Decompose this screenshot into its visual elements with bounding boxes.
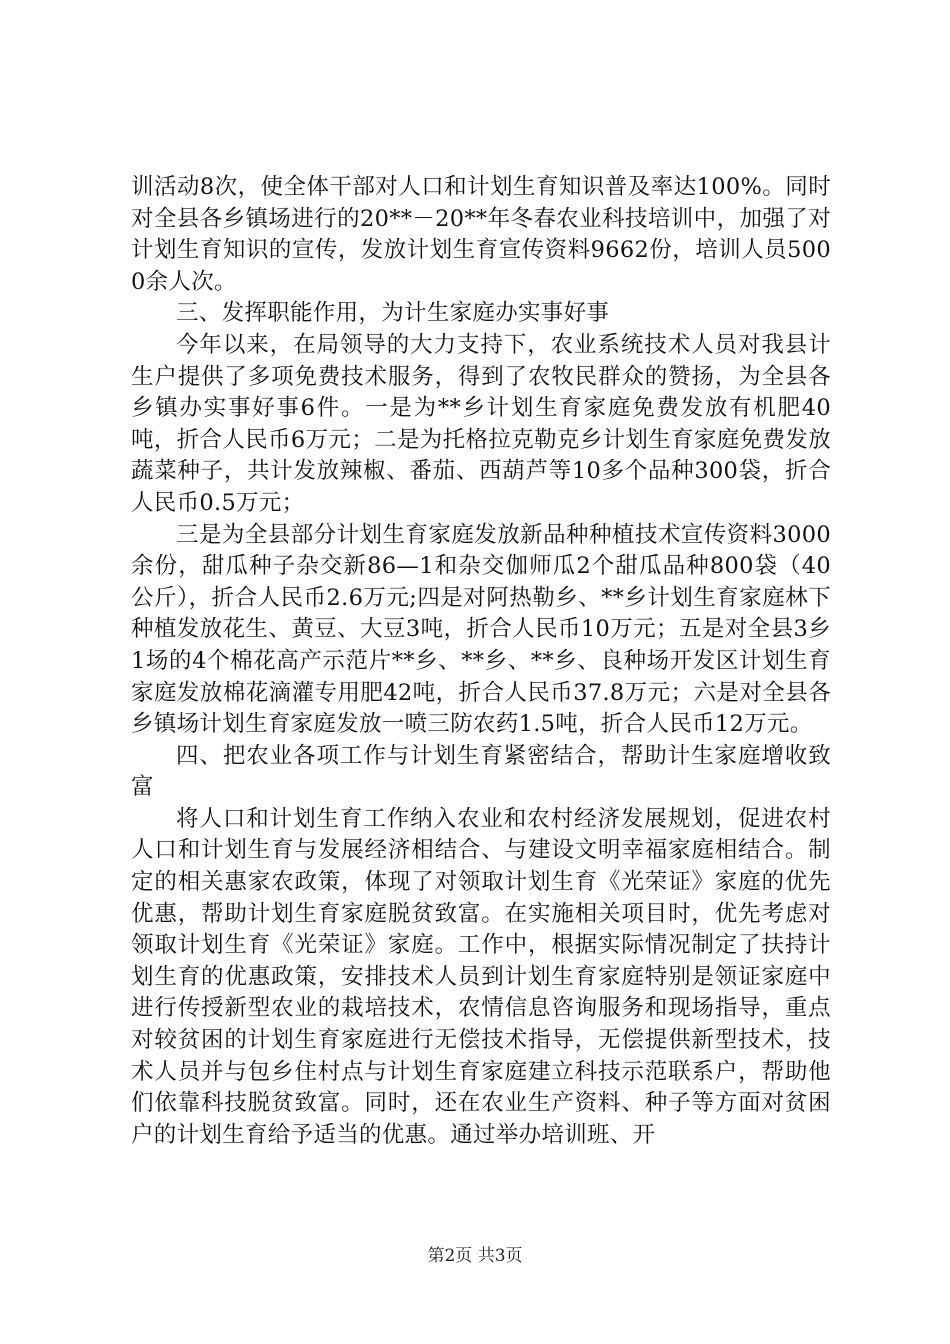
page-number-footer: 第2页 共3页: [427, 1246, 523, 1266]
paragraph: 三是为全县部分计划生育家庭发放新品种种植技术宣传资料3000余份，甜瓜种子杂交新86—1和杂交伽师瓜2个甜瓜品种800袋（40公斤），折合人民币2.6万元;四是对阿热勒乡、**乡计划生育家庭林下种植发放花生、黄豆、大豆3吨，折合人民币10万元；五是对全县3乡1场的4个棉花高产示范片**乡、**乡、**乡、良种场开发区计划生育家庭发放棉花滴灌专用肥42吨，折合人民币37.8万元；六是对全县各乡镇场计划生育家庭发放一喷三防农药1.5吨，折合人民币12万元。: [131, 521, 831, 738]
section-heading-3: 三、发挥职能作用，为计生家庭办实事好事: [176, 300, 610, 327]
paragraph: 今年以来，在局领导的大力支持下，农业系统技术人员对我县计生户提供了多项免费技术服务，得到了农牧民群众的赞扬，为全县各乡镇办实事好事6件。一是为**乡计划生育家庭免费发放有机肥40吨，折合人民币6万元；二是为托格拉克勒克乡计划生育家庭免费发放蔬菜种子，共计发放辣椒、番茄、西葫芦等10多个品种300袋，折合人民币0.5万元；: [131, 331, 831, 516]
paragraph-continuation: 训活动8次，使全体干部对人口和计划生育知识普及率达100%。同时对全县各乡镇场进行的20**－20**年冬春农业科技培训中，加强了对计划生育知识的宣传，发放计划生育宣传资料9662份，培训人员5000余人次。: [131, 174, 831, 295]
paragraph: 将人口和计划生育工作纳入农业和农村经济发展规划，促进农村人口和计划生育与发展经济相结合、与建设文明幸福家庭相结合。制定的相关惠家农政策，体现了对领取计划生育《光荣证》家庭的优先优惠，帮助计划生育家庭脱贫致富。在实施相关项目时，优先考虑对领取计划生育《光荣证》家庭。工作中，根据实际情况制定了扶持计划生育的优惠政策，安排技术人员到计划生育家庭特别是领证家庭中进行传授新型农业的栽培技术，农情信息咨询服务和现场指导，重点对较贫困的计划生育家庭进行无偿技术指导，无偿提供新型技术，技术人员并与包乡住村点与计划生育家庭建立科技示范联系户，帮助他们依靠科技脱贫致富。同时，还在农业生产资料、种子等方面对贫困户的计划生育给予适当的优惠。通过举办培训班、开: [131, 805, 831, 1148]
section-heading-4: 四、把农业各项工作与计划生育紧密结合，帮助计生家庭增收致富: [131, 742, 831, 801]
document-body: [131, 172, 831, 1151]
